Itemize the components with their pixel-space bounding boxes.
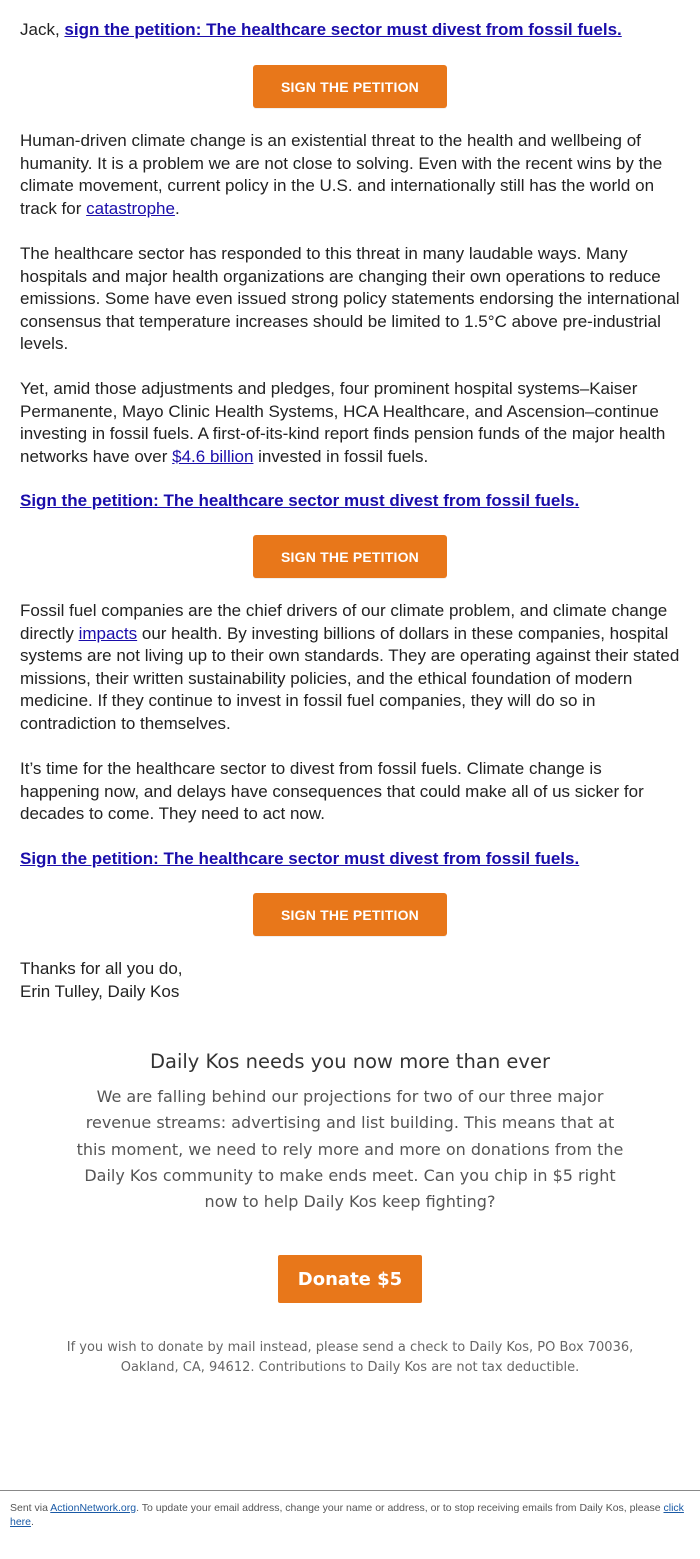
actionnetwork-link[interactable]: ActionNetwork.org [50,1502,137,1514]
footer-text: . To update your email address, change your name or address, or to stop receiving emails from Daily Kos, please [136,1502,664,1514]
signoff-line-1: Thanks for all you do, [20,959,183,978]
paragraph-3-text: Yet, amid those adjustments and pledges, four prominent hospital systems–Kaiser Permanente, Mayo Clinic Health Systems, HCA Healthcare, and Ascension–continue investing in fossil fuels. A first-of-its-kind report finds pension funds of the major health networks have over [20,379,666,466]
sign-petition-button-3[interactable]: SIGN THE PETITION [253,893,447,936]
paragraph-5-text: It’s time for the healthcare sector to divest from fossil fuels. Climate change is happening now, and delays have consequences that could make all of us sicker for decades to come. They need to act now. [20,759,644,823]
appeal-text: We are falling behind our projections for two of our three major revenue streams: advertising and list building. This means that at this moment, we need to rely more and more on donations from the Daily Kos community to make ends meet. Can you chip in $5 right now to help Daily Kos keep fighting? [76,1087,624,1212]
billion-link[interactable]: $4.6 billion [172,446,254,466]
paragraph-1-end: . [174,198,180,218]
donate-button[interactable]: Donate $5 [278,1255,422,1303]
appeal-heading: Daily Kos needs you now more than ever [150,1050,550,1073]
footer-end: . [31,1515,34,1528]
greeting: Jack, [20,20,60,39]
paragraph-4 [20,600,682,735]
petition-link-3-row [20,848,682,871]
mail-note: If you wish to donate by mail instead, please send a check to Daily Kos, PO Box 70036, Oakland, CA, 94612. Contributions to Daily Kos are not tax deductible. [66,1340,634,1375]
paragraph-2 [20,243,682,356]
paragraph-1-text: Human-driven climate change is an existential threat to the health and wellbeing of humanity. It is a problem we are not close to solving. Even with the recent wins by the climate movement, current policy in the U.S. and internationally still has the world on track for [20,131,663,218]
mail-note-block [0,1338,700,1378]
signoff-line-2: Erin Tulley, Daily Kos [20,981,180,1001]
paragraph-5 [20,758,682,826]
click-here-link[interactable]: click here [10,1502,684,1528]
signoff [20,958,682,1003]
footer-divider [0,1490,700,1491]
footer [10,1502,690,1529]
petition-link-3[interactable]: Sign the petition: The healthcare sector must divest from fossil fuels. [20,849,580,868]
appeal-text-block [0,1084,700,1215]
impacts-link[interactable]: impacts [78,623,138,643]
footer-sent-via: Sent via [10,1502,51,1514]
petition-link-2-row [20,490,682,513]
intro-line [20,19,682,42]
paragraph-3 [20,378,682,468]
sign-petition-button-2[interactable]: SIGN THE PETITION [253,535,447,578]
sign-petition-button-1[interactable]: SIGN THE PETITION [253,65,447,108]
paragraph-2-text: The healthcare sector has responded to this threat in many laudable ways. Many hospitals and major health organizations are changing their own operations to reduce emissions. Some have even issued strong policy statements endorsing the international consensus that temperature increases should be limited to 1.5°C above pre-industrial levels. [20,244,680,353]
petition-link-intro[interactable]: sign the petition: The healthcare sector must divest from fossil fuels. [64,20,622,39]
paragraph-4-text: Fossil fuel companies are the chief drivers of our climate problem, and climate change directly [20,601,668,643]
petition-link-2[interactable]: Sign the petition: The healthcare sector must divest from fossil fuels. [20,491,580,510]
paragraph-3-end: invested in fossil fuels. [253,446,429,466]
paragraph-1 [20,130,682,220]
catastrophe-link[interactable]: catastrophe [86,198,175,218]
paragraph-4-end: our health. By investing billions of dollars in these companies, hospital systems are not living up to their own standards. They are operating against their stated missions, their written sustainability policies, and the ethical foundation of modern medicine. If they continue to invest in fossil fuel companies, they will do so in contradiction to themselves. [20,623,680,733]
